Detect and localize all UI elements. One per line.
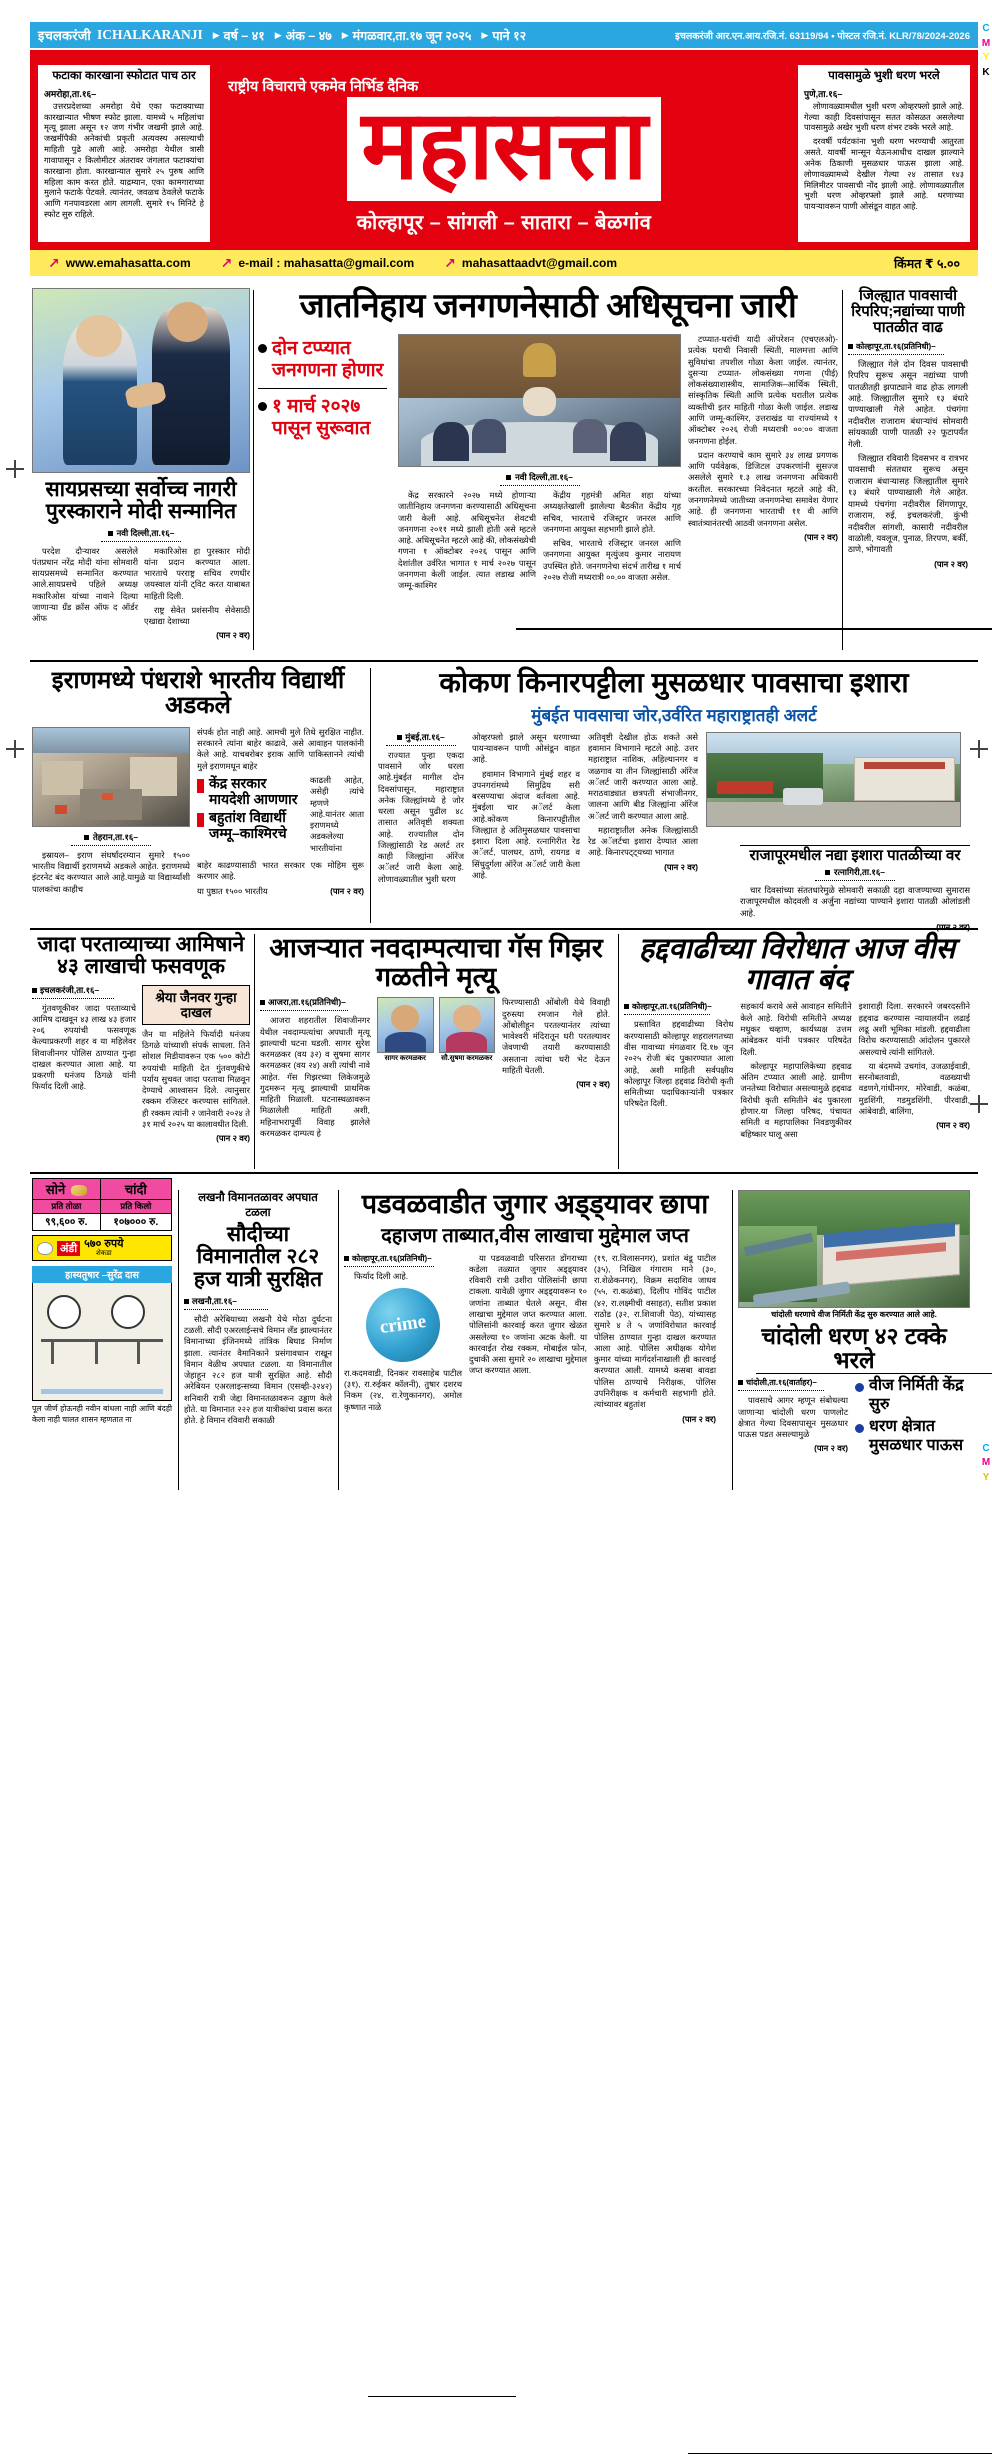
chandoli-photo-caption: चांदोली धरणाचे वीज निर्मिती केंद्र सुरु करण्यात आले आहे. [771,1310,937,1319]
bandh-dateline: कोल्हापूर,ता.१६(प्रतिनिधी)– [632,1002,712,1012]
bandh-article [624,934,970,1143]
ajara-body-col-1: आजरा शहरातील शिवाजीनगर येथील नवदाम्पत्यांचा अपघाती मृत्यू झाल्याची घटना घडली. सागर सुरेश करमळकर (वय ३२) व सुषमा सागर करमळकर (वय २४) अशी त्यांची नावे आहेत. गॅस गिझरच्या लिकेजमुळे गुदमरून मृत्यू झाल्याची प्राथमिक माहिती मिळाली. घटनास्थळावरून मिळालेली माहिती अशी, महिनाभरापूर्वी विवाह झालेले करमळकर दाम्पत्य हे [260,1015,370,1139]
volume-year: वर्ष – ४१ [223,28,265,43]
lead-bullets [258,334,391,595]
fraud-headline: जादा परताव्याच्या आमिषाने ४३ लाखाची फसवणूक [37,933,245,979]
chandoli-bullet-dot-2 [855,1424,864,1433]
registration-mark-left-2 [6,740,24,758]
modi-article [32,288,250,642]
iran-wrap-1: काढली आहेत, असेही त्यांचे म्हणणे आहे.यानंतर आता इराणमध्ये अडकलेल्या भारतीयांना [310,775,364,853]
cartoon-title: हास्यतुषार –सुरेंद्र दास [32,1266,172,1283]
lead-body-col-1: केंद्र सरकारने २०२७ मध्ये होणाऱ्या जातीनिहाय जनगणना करण्यासाठी अधिसूचना जारी केली आहे. अधिसूचनेत शेवटची जनगणना २०११ मध्ये झाली होती असे म्हटले आहे. अधिसूचनेत म्हटले आहे की, लोकसंख्येची गणना १ ऑक्टोबर २०२६ पासून आणि देशांतील उर्वरित भागात १ मार्च २०२७ पासून जनगणना केली जाईल. त्यात लडाख आणि जम्मू-काश्मिर [398,490,536,591]
ajara-article [260,934,612,1142]
modi-body-col-1: परदेश दौऱ्यावर असलेले पंतप्रधान नरेंद्र मोदी यांना सोमवारी सायप्रसमध्ये सन्मानित करण्यात आले.सायप्रसचे पहिले अध्यक्ष मकारिओस यांच्या नावाने दिल्या जाणाऱ्या ग्रँड क्रॉस ऑफ द ऑर्डर ऑफ [32,545,138,624]
padval-page-link[interactable]: (पान २ वर) [682,1413,716,1424]
arrow-icon-3: ▶ [341,29,349,40]
registration-mark-right [970,740,988,758]
district-rain-body: जिल्ह्यात गेले दोन दिवस पावसाची रिपरिप सुरूच असून नद्यांच्या पाणी पातळीतही झपाट्याने वाढ होऊ लागली आहे. जिल्ह्यातील सुमारे १३ बंधारे पाण्याखाली गेले आहेत. पंचगंगा नदीवरील राजाराम बंधाऱ्यांचं सोमवारी सांयकाळी पाणी पातळी २२ फूटापर्यंत गेली. जिल्ह्यात रविवारी दिवसभर व रात्रभर पावसाची संततधार सुरूच असून राजाराम बंधाऱ्यासह जिल्ह्यातील सुमारे १३ बंधारे पाण्याखाली गेले आहेत. यामध्ये पंचगंगा नदीवरील शिंगणापूर, राजाराम, रुई, इचलकरंजी, कुंभी नदीवरील सांगशी, कासारी नदीवरील वाळोली, यवलूज, पुनाळ, तिरपण, बर्की, ठाणे, भोगावती (पान २ वर) [848,358,968,569]
saudi-body: सौदी अरेबियाच्या लखनौ येथे मोठा दुर्घटना टळली. सौदी एअरलाईन्सचे विमान लँड झाल्यानंतर विमानाच्या इंजिनमध्ये तांत्रिक बिघाड निर्माण झाला. त्यानंतर वैमानिकाने प्रसंगावधान राखून विमान वेळीच अपघात टळला. या विमानातील जेहाहून २८२ हज यात्री सुरक्षित आहे. सौदी अरेबियन एअरलाइन्सच्या विमान (एसव्ही-३२४२) शनिवारी रात्री जेद्दा विमानतळावरून उड्डाण केले होते. या विमानात २२२ हज यात्रीकांचा प्रवास करत होते. हे विमान रविवारी सकाळी [184,1313,332,1426]
chandoli-bullet-2: धरण क्षेत्रात मुसळधार पाऊस [869,1418,964,1454]
fraud-article [32,934,250,1145]
masthead-cities: कोल्हापूर – सांगली – सातारा – बेळगांव [356,212,652,235]
rajapur-headline: राजापूरमधील नद्या इशारा पातळीच्या वर [749,847,961,864]
market-rates-panel [32,1178,172,1428]
cmyk-k: K [982,66,990,78]
gold-label: सोने [33,1179,101,1200]
iran-headline: इराणमध्ये पंधराशे भारतीय विद्यार्थी अडकले [51,667,345,720]
masthead-right-dateline: पुणे,ता.१६– [804,88,843,99]
chandoli-dam-photo [738,1190,970,1308]
iran-wrap-3: या पुष्ठात १५०० भारतीय [197,885,268,896]
iran-wrap-2: बाहेर काढण्यासाठी भारत सरकार एक मोहिम सुरू करणार आहे. [197,859,364,882]
arrow-icon-1: ▶ [212,29,220,40]
saudi-dateline: लखनौ,ता.१६– [192,1295,237,1306]
rajapur-article [740,848,970,933]
masthead-right-story [798,65,970,242]
konkan-body-col-2: ओव्हरफ्लो झाले असून धरणाच्या पायऱ्यावरून पाणी ओसंडून वाहत आहे. हवामान विभागाने मुंबई शहर व उपनगरांमध्ये सिमुद्रिय सरी बरसण्याचा अंदाज वर्तवला आहे. मुंबईला चार अॅलर्ट केला आहे.कोकण किनारपट्टीतील जिल्ह्यात हे अतिमुसळधार पावसाचा इशारा दिला आहे. रत्नागिरीत रेड अॅलर्ट, पालघर, ठाणे, रायगड व सिंधुदुर्गला ऑरेंज अॅलर्ट जारी केला आहे. [472,731,580,881]
crime-badge-icon: crime [361,1283,445,1367]
chandoli-dateline: चांदोली,ता.१६(वार्ताहर)– [746,1378,817,1388]
shreya-case-headline: श्रेया जैनवर गुन्हा दाखल [155,989,237,1020]
iran-bullet-2: बहुतांश विद्यार्थी जम्मू–काश्मिरचे [209,809,287,842]
gold-unit: प्रति तोळा [33,1200,101,1214]
arrow-icon-4: ▶ [481,29,489,40]
gold-coin-icon [71,1185,87,1196]
padval-headline: पडवळवाडीत जुगार अड्ड्यावर छापा [361,1189,709,1219]
konkan-body-col-1: राज्यात पुन्हा एकदा पावसाने जोर धरला आहे.मुंबईत मागील दोन दिवसांपासून, महाराष्ट्रात अनेक जिल्ह्यांमध्ये हे जोर धरला असून पुढील ४८ तासात अतिवृष्टी शक्यता आहे. राज्यातील दोन जिल्ह्यांसाठी रेड अलर्ट तर काही जिल्ह्यांना ऑरेंज अॅलर्ट जारी केला आहे. लोणावळ्यातील भुशी धरण [378,749,464,884]
page-count: पाने १२ [492,28,527,43]
victim-photo-husband [377,997,434,1053]
silver-price: १०७००० रु. [100,1214,171,1231]
bandh-body-col-1: प्रस्तावित हद्दवाढीच्या विरोध करण्यासाठी कोल्हापूर शहरालगतच्या वीस गावाच्या मंगळवार दि.१७ जून २०२५ रोजी बंद पुकारण्यात आला आहे, अशी माहिती सर्वपक्षीय कोल्हापूर जिल्हा हद्दवाढ विरोधी कृती समितीच्या पदाधिकाऱ्यांनी पत्रकार परिषदेत दिली. [624,1019,734,1109]
lead-dateline: नवी दिल्ली,ता.१६– [515,472,573,483]
masthead-left-headline: फटाका कारखाना स्फोटात पाच ठार [52,70,196,82]
bullet-square-1 [197,779,204,793]
fraud-body-col-1: गुंतवणूकीवर जादा परताव्याचे आमिष दाखवून ४३ लाख ४३ हजार २०६ रुपयांची फसवणूक केल्याप्रकरणी शहर व या महिलेवर शिवाजीनगर पोलिस ठाण्यात गुन्हा दाखल करण्यात आला आहे. या प्रकरणी धनंजय ठिगळे यांनी फिर्याद दिली आहे. [32,1002,136,1092]
bullet-square-2 [197,813,204,827]
iran-article [32,668,364,898]
arrow-icon-2: ▶ [274,29,282,40]
iran-bullet-1: केंद्र सरकार मायदेशी आणणार [209,775,298,808]
edition-name-en: ICHALKARANJI [96,27,203,42]
ajara-page-link[interactable]: (पान २ वर) [576,1079,610,1090]
bullet-dot-1 [258,344,267,353]
registration-mark-right-2 [970,1095,988,1113]
masthead-left-dateline: अमरोहा,ता.१६– [44,88,97,99]
cover-price: किंमत ₹ ५.०० [893,256,960,271]
lead-body-col-3: टप्प्यात-घरांची यादी ऑपरेशन (एचएलओ)- प्रत्येक घराची निवासी स्थिती, मालमत्ता आणि सुविधांचा तपशील गोळा केला जाईल. त्यानंतर, दुसऱ्या टप्प्यात- लोकसंख्या गणना (पीई) लोकसंख्याशास्त्रीय, सामाजिक–आर्थिक स्थिती, सांस्कृतिक स्थिती आणि प्रत्येक घरातील प्रत्येक व्यक्तीची इतर माहिती गोळा केली जाईल. लडाख आणि जम्मू-काश्मिर, उत्तराखंड या राज्यांमध्ये १ ऑक्टोबर २०२६ रोजी मध्यरात्री ००:०० वाजता जनगणना होईल. प्रदान करण्याचे काम सुमारे ३४ लाख प्रगणक आणि पर्यवेक्षक, डिजिटल उपकरणांनी सुसज्ज असलेले सुमारे १.३ लाख जनगणना अधिकारी करतील. सरकारच्या निवेदनात म्हटले आहे की, जनगणनेमध्ये जातीच्या जनगणनेचा समावेश येणार आहे. ही जनगणना भारताची ११ वी आणि स्वातंत्र्यानंतरची आठवी जनगणना असेल. (पान २ वर) [688,334,838,542]
iran-body-left: इस्रायल– इराण संघर्षांदरम्यान सुमारे १५०० भारतीय विद्यार्थी इराणमध्ये अडकले आहेत. इराणमध्ये इंटरनेट बंद करण्यात आले आहे.यामुळे या विद्यार्थ्यांशी पालकांचा काहीच [32,849,190,894]
amit-shah-meeting-photo [398,334,681,467]
advt-email-link[interactable]: mahasattaadvt@gmail.com [461,256,617,270]
registration-mark-left [6,460,24,478]
saudi-kicker: लखनौ विमानतळावर अपघात टळला [198,1192,318,1219]
bandh-body-col-3: इशाराही दिला. सरकारने जबरदस्तीने हद्दवाढ करण्यास न्यायालयीन लढाई लढू अशी भूमिका मांडली. हद्दवाढीला विरोध करण्यासाठी आंदोलन पुकारले असल्याचे त्यांनी सांगितले. या बंदमध्ये उचगांव, उजळाईवाडी, सरनोबतवाडी, वळख्याची वडणगे,गांधीनगर, मोरेवाडी, कळंबा, मुडशिंगी, गडमुडशिंगी, पीरवाडी, आंबेवाडी, बालिंगा, (पान २ वर) [858,1001,970,1131]
modi-page-link[interactable]: (पान २ वर) [216,630,250,641]
cmyk-bottom-y: Y [982,1471,990,1483]
padval-article [344,1190,726,1425]
shreya-case-box [142,985,250,1025]
chandoli-article [738,1190,970,1455]
district-rain-page-link[interactable]: (पान २ वर) [934,558,968,569]
cartoon-panel [32,1266,172,1425]
fraud-body-col-2: जैन या महिलेने फिर्यादी धनंजय ठिगळे यांच्याशी संपर्क साधला. तिने सोशल मिडीयावरून एक ५०० कोटी रुपयांची माहिती देत गुंतवणुकीचे पर्याय सुचवत जादा परतावा मिळवून देण्याचे आश्वासन दिले. त्यानुसार रक्कम रजिस्टर करण्यास सांगितले. ही रक्कम त्यांनी २ जानेवारी २०२४ ते ३१ मार्च २०२५ या कालावधीत दिली. (पान २ वर) [142,1028,250,1144]
egg-rate-row [32,1235,172,1261]
chandoli-headline: चांदोली धरण ४२ टक्के भरले [761,1322,947,1373]
district-rain-dateline: कोल्हापूर,ता.१६(प्रतिनिधी)– [856,341,936,351]
padval-body-col-2: या पडवळवाडी परिसरात डोंगराच्या कडेला तळ्यात जुगार अड्ड्यावर रविवारी रात्री उशीरा पोलिसांनी छापा टाकला. यावेळी जुगार अड्ड्यावरून १० जणांना ताब्यात घेतले असून, वीस लाखाचा मुद्देमाल जप्त करण्यात आला. पोलिसांनी कारवाई करत जुगार खेळत असलेल्या १० जणांना अटक केली. या कारवाईत रोख रक्कम, मोबाईल फोन, दुचाकी असा सुमारे २० लाखाचा मुद्देमाल जप्त करण्यात आला. [469,1252,587,1376]
registration-number: इचलकरंजी आर.एन.आय.रजि.नं. 63119/94 • पोस्टल रजि.नं. KLR/78/2024-2026 [675,30,970,42]
lead-bullet-2: १ मार्च २०२७ पासून सुरूवात [272,396,371,439]
iran-page-link[interactable]: (पान २ वर) [330,885,364,896]
modi-handshake-photo [32,288,250,473]
chandoli-page-link[interactable]: (पान २ वर) [814,1443,848,1454]
bandh-headline: हद्दवाढीच्या विरोधात आज वीस गावात बंद [638,933,956,996]
cmyk-strip-top [980,22,992,80]
rajapur-dateline: रत्नागिरी,ता.१६– [833,866,885,877]
cmyk-bottom-c: C [982,1442,990,1454]
lead-bullet-1: दोन टप्प्यात जनगणना होणार [272,338,384,381]
lead-headline: जातनिहाय जनगणनेसाठी अधिसूचना जारी [299,287,797,325]
newspaper-logo: महासत्ता [347,97,660,201]
masthead-right-headline: पावसामुळे भुशी धरण भरले [828,70,940,82]
masthead-right-para-1: लोणावळ्यामधील भुशी धरण ओव्हरफ्लो झाले आहे. गेल्या काही दिवसांपासून सतत कोसळत असलेल्या पावसामुळे अखेर भुशी धरण शंभर टक्के भरले आहे. [804,101,964,133]
konkan-body-col-3: अतिवृष्टी देखील होऊ शकते असे हवामान विभागाने म्हटले आहे. उत्तर महाराष्ट्रात नाशिक, अहिल्यानगर व जळगाव या तीन जिल्ह्यांसाठी ऑरेंज अॅलर्ट जारी करण्यात आला आहे. मराठवाड्यात छत्रपती संभाजीनगर, जालना आणि बीड जिल्ह्यांना ऑरेंज अॅलर्ट जारी करण्यात आला आहे. महाराष्ट्रातील अनेक जिल्ह्यांसाठी रेड अॅलर्टचा इशारा देण्यात आला आहे. किनारपट्ट्यच्या भागात (पान २ वर) [588,731,698,872]
modi-dateline: नवी दिल्ली,ता.१६– [116,527,175,538]
modi-body-col-2: मकारिओस हा पुरस्कार मोदी यांना प्रदान करण्यात आला. भारताचे परराष्ट्र सचिव रणधीर जयस्वाल यांनी ट्विट करत याबाबत माहिती दिली. राष्ट्र सेवेत प्रशंसनीय सेवेसाठी एखाद्या देशाच्या (पान २ वर) [144,545,250,641]
masthead-tagline: राष्ट्रीय विचाराचे एकमेव निर्भिड दैनिक [228,78,419,95]
iran-dateline: तेहरान,ता.१६– [92,831,139,842]
padval-names: रा.कदमवाडी, दिनकर रावसाहेब पाटील (३१), रा.रुईकर कॉलनी), तुषार दशरथ निकम (२४, रा.रेणुकानगर), अमोल कृष्णात नाळे [344,1367,462,1412]
edition-name-mr: इचलकरंजी [38,28,91,43]
ajara-body-col-2: फिरण्यासाठी ओंबोली येथे विवाही दुरुस्त्या रमजान गेले होते. ओंबोलीहून परतल्यानंतर त्यांच्या भावेश्वरी मंदिरातून घरी परतल्यावर जेवणाची तयारी करण्यासाठी असताना त्यांचा घरी भेट देऊन माहिती घेतली. (पान २ वर) [502,997,610,1090]
padval-subheadline: दहाजण ताब्यात,वीस लाखाचा मुद्देमाल जप्त [381,1224,689,1247]
masthead-left-story [38,65,210,242]
arrow-icon-email: ↗ [220,254,233,271]
district-rain-headline: जिल्ह्यात पावसाची रिपरिप;नद्यांच्या पाणी पातळीत वाढ [851,287,965,336]
victim-name-husband: सागर करमळकर [384,1055,426,1063]
padval-body-col-3: (१९, रा.विलासनगर), प्रशांत बंडू पाटील (३५), निखिल गंगाराम माने (३०, रा.शेळेकनगर), विक्रम सदाशिव जाधव (५५, रा.कळंबा), दिलीप गोविंद पाटील (४२, रा.लक्ष्मीची वसाहत), सतीश प्रकाश राठोड (३२, रा.शिवाजी पेठ), यांच्यासह सुमारे ४ ते ५ जणांविरोधात कारवाई पोलिस ठाण्यात गुन्हा दाखल करण्यात आला आहे. पोलिस अधीक्षक योगेश कुमार यांच्या मार्गदर्शनाखाली ही कारवाई करण्यात आली. यामध्ये कसबा बावडा पोलिस ठाण्याचे निरीक्षक, पोलिस उपनिरीक्षक व कर्मचारी सहभागी होते. त्यांच्यावर बहुतांश (पान २ वर) [594,1252,716,1424]
lead-page-link[interactable]: (पान २ वर) [804,531,838,542]
saudi-headline: सौदीच्या विमानातील २८२ हज यात्री सुरक्षित [193,1223,323,1291]
konkan-headline: कोकण किनारपट्टीला मुसळधार पावसाचा इशारा [439,667,909,698]
fraud-dateline: इचलकरंजी,ता.१६– [40,984,100,995]
konkan-page-link[interactable]: (पान २ वर) [664,861,698,872]
konkan-subheadline: मुंबईत पावसाचा जोर,उर्वरित महाराष्ट्रातही अलर्ट [531,705,817,725]
konkan-dateline: मुंबई,ता.१६– [405,731,445,742]
issue-number: अंक – ४७ [285,28,332,43]
cmyk-c: C [982,23,990,34]
rain-street-photo [706,732,961,827]
gold-price: ९९,६०० रु. [33,1214,101,1231]
rajapur-body: चार दिवसांच्या संततधारेमुळे सोमवारी सकाळी दहा वाजण्याच्या सुमारास राजापूरमधील कोदवली व अर्जुना नद्यांच्या पाण्याने इशारा पातळी ओलांडली आहे. [740,885,970,934]
chandoli-body-col-1: पावसाचे आगर म्हणून संबोधल्या जाणाऱ्या चांदोली धरण पाणलोट क्षेत्रात गेल्या दिवसापासून मुसळधार पाऊस पडत असल्यामुळे (पान २ वर) [738,1395,848,1454]
egg-label: अंडी [57,1241,80,1256]
email-link[interactable]: e-mail : mahasatta@gmail.com [238,256,415,270]
arrow-icon-advt: ↗ [444,254,456,271]
iran-body-right: संपर्क होत नाही आहे. आमची मुले तिथे सुरक्षित नाहीत. सरकारने त्यांना बाहेर काढावे, असे आवाहन पालकांनी केले आहे. याचबरोबर इराक आणि पाकिस्तानने त्यांची मुले इराणमधून बाहेर [197,726,364,771]
red-divider-line [30,50,978,57]
egg-price: ५७० रुपये [84,1238,124,1250]
bandh-page-link[interactable]: (पान २ वर) [936,1120,970,1131]
cmyk-bottom-m: M [981,1457,991,1468]
egg-unit: शेकडा [96,1250,112,1257]
victim-name-wife: सौ.सुषमा करमळकर [441,1055,493,1063]
silver-label: चांदी [100,1179,171,1200]
fraud-page-link[interactable]: (पान २ वर) [216,1133,250,1144]
district-rain-article [848,288,968,570]
padval-body-col-1: फिर्याद दिली आहे. [354,1270,409,1281]
cmyk-strip-bottom [980,1442,992,1486]
masthead [30,57,978,250]
ajara-headline: आजऱ्यात नवदाम्पत्याचा गॅस गिझर गळतीने मृत्यू [269,933,603,992]
iran-rubble-photo [32,727,190,827]
cmyk-y: Y [982,52,990,63]
padval-dateline: कोल्हापूर,ता.१६(प्रतिनिधी)– [352,1253,432,1263]
contact-bar [30,250,978,276]
cartoon-caption: पूल जीर्ण होऊनही नवीन बांधला नाही आणि बंदही केला नाही चालत शासन म्हणतात ना [32,1404,172,1424]
chandoli-bullet-dot-1 [855,1383,864,1392]
chandoli-bullet-1: वीज निर्मिती केंद्र सुरु [869,1377,964,1413]
victim-photo-wife [439,997,496,1053]
bandh-body-col-2: सहकार्य करावे असे आवाहन समितीने केले आहे. विरोधी समितीने अध्यक्ष मधुकर चव्हाण, कार्यध्यक्ष उत्तम आंबेडकर यांनी पत्रकार परिषदेत दिली. कोल्हापूर महापालिकेच्या हद्दवाढ अंतिम टप्प्यात आली आहे. ग्रामीण जनतेच्या विरोधात असल्यामुळे हद्दवाढ विरोधी कृती समितीने बंद पुकारला होणार.या जिल्हा परिषद, पंचायत समिती व महापालिका निवडणुकीवर बहिष्कार घालू असा [740,1001,852,1139]
modi-headline: सायप्रसच्या सर्वोच्च नागरी पुरस्काराने मोदी सन्मानित [45,478,237,524]
cartoon-drawing [32,1283,172,1401]
cmyk-m: M [981,37,991,49]
saudi-article [184,1190,332,1430]
website-link[interactable]: www.emahasatta.com [65,256,191,270]
top-info-bar [30,22,978,48]
arrow-icon-website: ↗ [48,254,60,271]
ajara-dateline: आजरा,ता.१६(प्रतिनिधी)– [268,997,346,1008]
masthead-left-para: उत्तरप्रदेशच्या अमरोहा येथे एका फटाक्याच्या कारखान्यात भीषण स्फोट झाला. यामध्ये ५ महिलांचा मृत्यू झाला असून १२ जण गंभीर जखमी झाले आहे. जखमींपैकी अनेकांची प्रकृती अत्यवस्थ असल्याची माहिती पुढे आली आहे. अमरोहा येथील त्रासी गावापासून २ किलोमीटर अंतरावर जंगलात फटाक्यांचा कारखाना होता. कारखान्यात सुमारे २५ पुरुष आणि महिला काम करत होते. याद्रम्यान, एका कामगाराच्या मुलाने फटाके पेटवले. त्यानंतर, जवळच ठेवलेले फटाके आणि गनपावडरला आग लागली. सुमारे १५ मिनिटे हे स्फोट सुरु राहिले. [44,101,204,220]
silver-unit: प्रति किलो [100,1200,171,1214]
masthead-right-para-2: दरवर्षी पर्यटकांना भुशी धरण भरण्याची आतुरता असते. यावर्षी मान्सून येऊनआधीच दाखल झाल्याने अनेक ठिकाणी मुसळधार पाऊस झाला आहे. लोणावळ्यामध्ये देखील गेल्या २४ तासात १४३ मिलिमीटर पावसाची नोंद झाली आहे. लोणावळ्यातील भुशी धरण ओव्हरफ्लो झाले आहे. धरणाच्या पायऱ्यावरून पाणी ओसंडून वाहत आहे. [804,137,964,212]
lead-article [258,288,838,595]
egg-icon [37,1242,53,1255]
publication-date: मंगळवार,ता.१७ जून २०२५ [352,28,472,43]
bullet-dot-2 [258,402,267,411]
gold-silver-table [32,1178,172,1231]
lead-body-col-2: केंद्रीय गृहमंत्री अमित शहा यांच्या अध्यक्षतेखाली झालेल्या बैठकीत केंद्रीय गृह सचिव, भारताचे रजिस्ट्रार जनरल आणि जनगणना आयुक्त सहभागी झाले होते. सचिव, भारताचे रजिस्ट्रार जनरल आणि जनगणना आयुक्त मृत्युंजय कुमार नारायण उपस्थित होते. जनगणनेचा संदर्भ तारीख १ मार्च २०२७ रोजी मध्यरात्री ००.०० वाजता असेल. [543,490,681,582]
masthead-center [218,57,790,250]
